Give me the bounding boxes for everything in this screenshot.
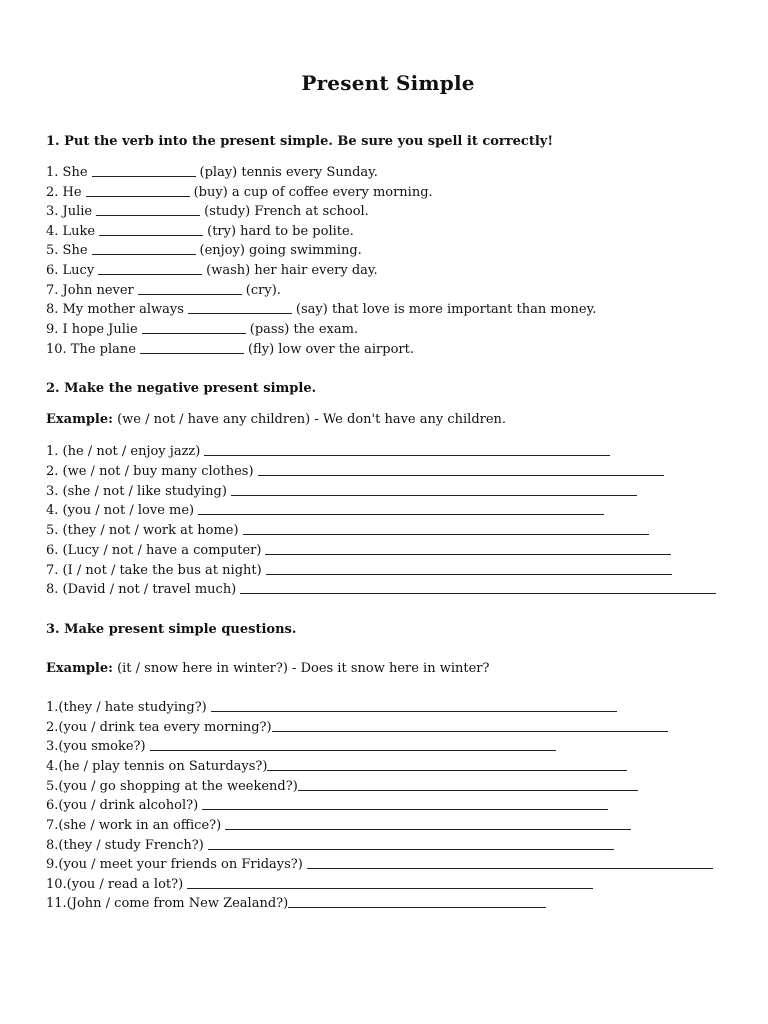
exercise3-item [46, 698, 621, 718]
page-title: Present Simple [301, 71, 475, 95]
answer-line[interactable] [198, 513, 604, 515]
exercise2-item [46, 541, 675, 561]
exercise3-item [46, 737, 560, 757]
example-label: Example: [46, 412, 113, 427]
item-suffix: (say) that love is more important than money. [295, 302, 597, 317]
item-prompt: 7.(she / work in an office?) [46, 818, 222, 833]
item-prefix: 2. He [46, 185, 82, 200]
answer-line[interactable] [225, 828, 631, 830]
item-suffix: (wash) her hair every day. [206, 263, 378, 278]
answer-blank[interactable] [140, 352, 244, 354]
item-prompt: 1. (he / not / enjoy jazz) [46, 444, 201, 459]
item-suffix: (fly) low over the airport. [247, 342, 414, 357]
item-prompt: 5.(you / go shopping at the weekend?) [46, 779, 298, 794]
answer-blank[interactable] [138, 293, 242, 295]
item-suffix: (try) hard to be polite. [207, 224, 354, 239]
exercise3-item [46, 796, 612, 816]
exercise2-item [46, 442, 614, 462]
item-prompt: 10.(you / read a lot?) [46, 877, 184, 892]
answer-blank[interactable] [96, 214, 200, 216]
answer-line[interactable] [258, 474, 664, 476]
exercise3-item [46, 894, 550, 914]
item-prefix: 6. Lucy [46, 263, 95, 278]
exercise2-item [46, 521, 653, 541]
answer-line[interactable] [187, 887, 593, 889]
item-prefix: 8. My mother always [46, 302, 184, 317]
exercise2-item [46, 580, 720, 600]
exercise2-item [46, 561, 676, 581]
answer-blank[interactable] [188, 312, 292, 314]
item-prompt: 8. (David / not / travel much) [46, 582, 237, 597]
exercise1-item [46, 281, 281, 301]
item-suffix: (play) tennis every Sunday. [199, 165, 378, 180]
exercise3-item [46, 777, 642, 797]
exercise1-item [46, 320, 358, 340]
exercise1-item [46, 163, 378, 183]
exercise3-item [46, 718, 672, 738]
answer-line[interactable] [307, 867, 713, 869]
exercise1-item [46, 300, 596, 320]
answer-line[interactable] [267, 769, 627, 771]
section2-heading: 2. Make the negative present simple. [46, 381, 317, 396]
item-prompt: 3. (she / not / like studying) [46, 484, 227, 499]
item-prompt: 6.(you / drink alcohol?) [46, 798, 199, 813]
exercise2-item [46, 462, 668, 482]
item-suffix: (cry). [245, 283, 281, 298]
item-prompt: 7. (I / not / take the bus at night) [46, 563, 262, 578]
exercise3-item [46, 855, 717, 875]
answer-blank[interactable] [92, 175, 196, 177]
item-prompt: 1.(they / hate studying?) [46, 700, 207, 715]
item-suffix: (buy) a cup of coffee every morning. [193, 185, 433, 200]
item-prompt: 11.(John / come from New Zealand?) [46, 896, 289, 911]
item-suffix: (pass) the exam. [249, 322, 359, 337]
example-label: Example: [46, 661, 113, 676]
item-prefix: 7. John never [46, 283, 134, 298]
exercise1-item [46, 222, 354, 242]
answer-line[interactable] [265, 553, 671, 555]
exercise1-item [46, 202, 369, 222]
exercise3-item [46, 836, 618, 856]
answer-line[interactable] [240, 592, 716, 594]
answer-blank[interactable] [99, 234, 203, 236]
section3-example [46, 661, 489, 676]
answer-blank[interactable] [86, 195, 190, 197]
exercise3-item [46, 816, 635, 836]
item-prompt: 9.(you / meet your friends on Fridays?) [46, 857, 303, 872]
item-prompt: 3.(you smoke?) [46, 739, 146, 754]
item-prompt: 5. (they / not / work at home) [46, 523, 239, 538]
answer-line[interactable] [288, 906, 546, 908]
item-prefix: 10. The plane [46, 342, 136, 357]
answer-line[interactable] [204, 454, 610, 456]
item-prompt: 4. (you / not / love me) [46, 503, 195, 518]
exercise3-item [46, 875, 597, 895]
answer-line[interactable] [266, 573, 672, 575]
answer-line[interactable] [202, 808, 608, 810]
answer-blank[interactable] [142, 332, 246, 334]
exercise1-item [46, 241, 362, 261]
section2-example [46, 412, 506, 427]
example-text: (we / not / have any children) - We don't have any children. [117, 412, 507, 427]
item-prompt: 6. (Lucy / not / have a computer) [46, 543, 262, 558]
item-prefix: 3. Julie [46, 204, 93, 219]
example-text: (it / snow here in winter?) - Does it snow here in winter? [117, 661, 490, 676]
answer-line[interactable] [231, 494, 637, 496]
item-prefix: 5. She [46, 243, 88, 258]
answer-line[interactable] [272, 730, 668, 732]
item-prompt: 4.(he / play tennis on Saturdays?) [46, 759, 268, 774]
exercise2-item [46, 482, 641, 502]
section1-heading: 1. Put the verb into the present simple. Be sure you spell it correctly! [46, 134, 554, 149]
section3-heading: 3. Make present simple questions. [46, 622, 297, 637]
item-prefix: 1. She [46, 165, 88, 180]
answer-line[interactable] [208, 848, 614, 850]
answer-line[interactable] [150, 749, 556, 751]
exercise3-item [46, 757, 631, 777]
exercise1-item [46, 261, 378, 281]
item-prompt: 2. (we / not / buy many clothes) [46, 464, 254, 479]
exercise2-item [46, 501, 608, 521]
answer-blank[interactable] [98, 273, 202, 275]
item-prefix: 4. Luke [46, 224, 96, 239]
item-prompt: 2.(you / drink tea every morning?) [46, 720, 272, 735]
answer-blank[interactable] [92, 253, 196, 255]
item-suffix: (enjoy) going swimming. [199, 243, 362, 258]
exercise1-item [46, 340, 414, 360]
answer-line[interactable] [243, 533, 649, 535]
answer-line[interactable] [211, 710, 617, 712]
item-suffix: (study) French at school. [204, 204, 369, 219]
exercise1-item [46, 183, 433, 203]
item-prefix: 9. I hope Julie [46, 322, 138, 337]
item-prompt: 8.(they / study French?) [46, 838, 204, 853]
answer-line[interactable] [298, 789, 638, 791]
